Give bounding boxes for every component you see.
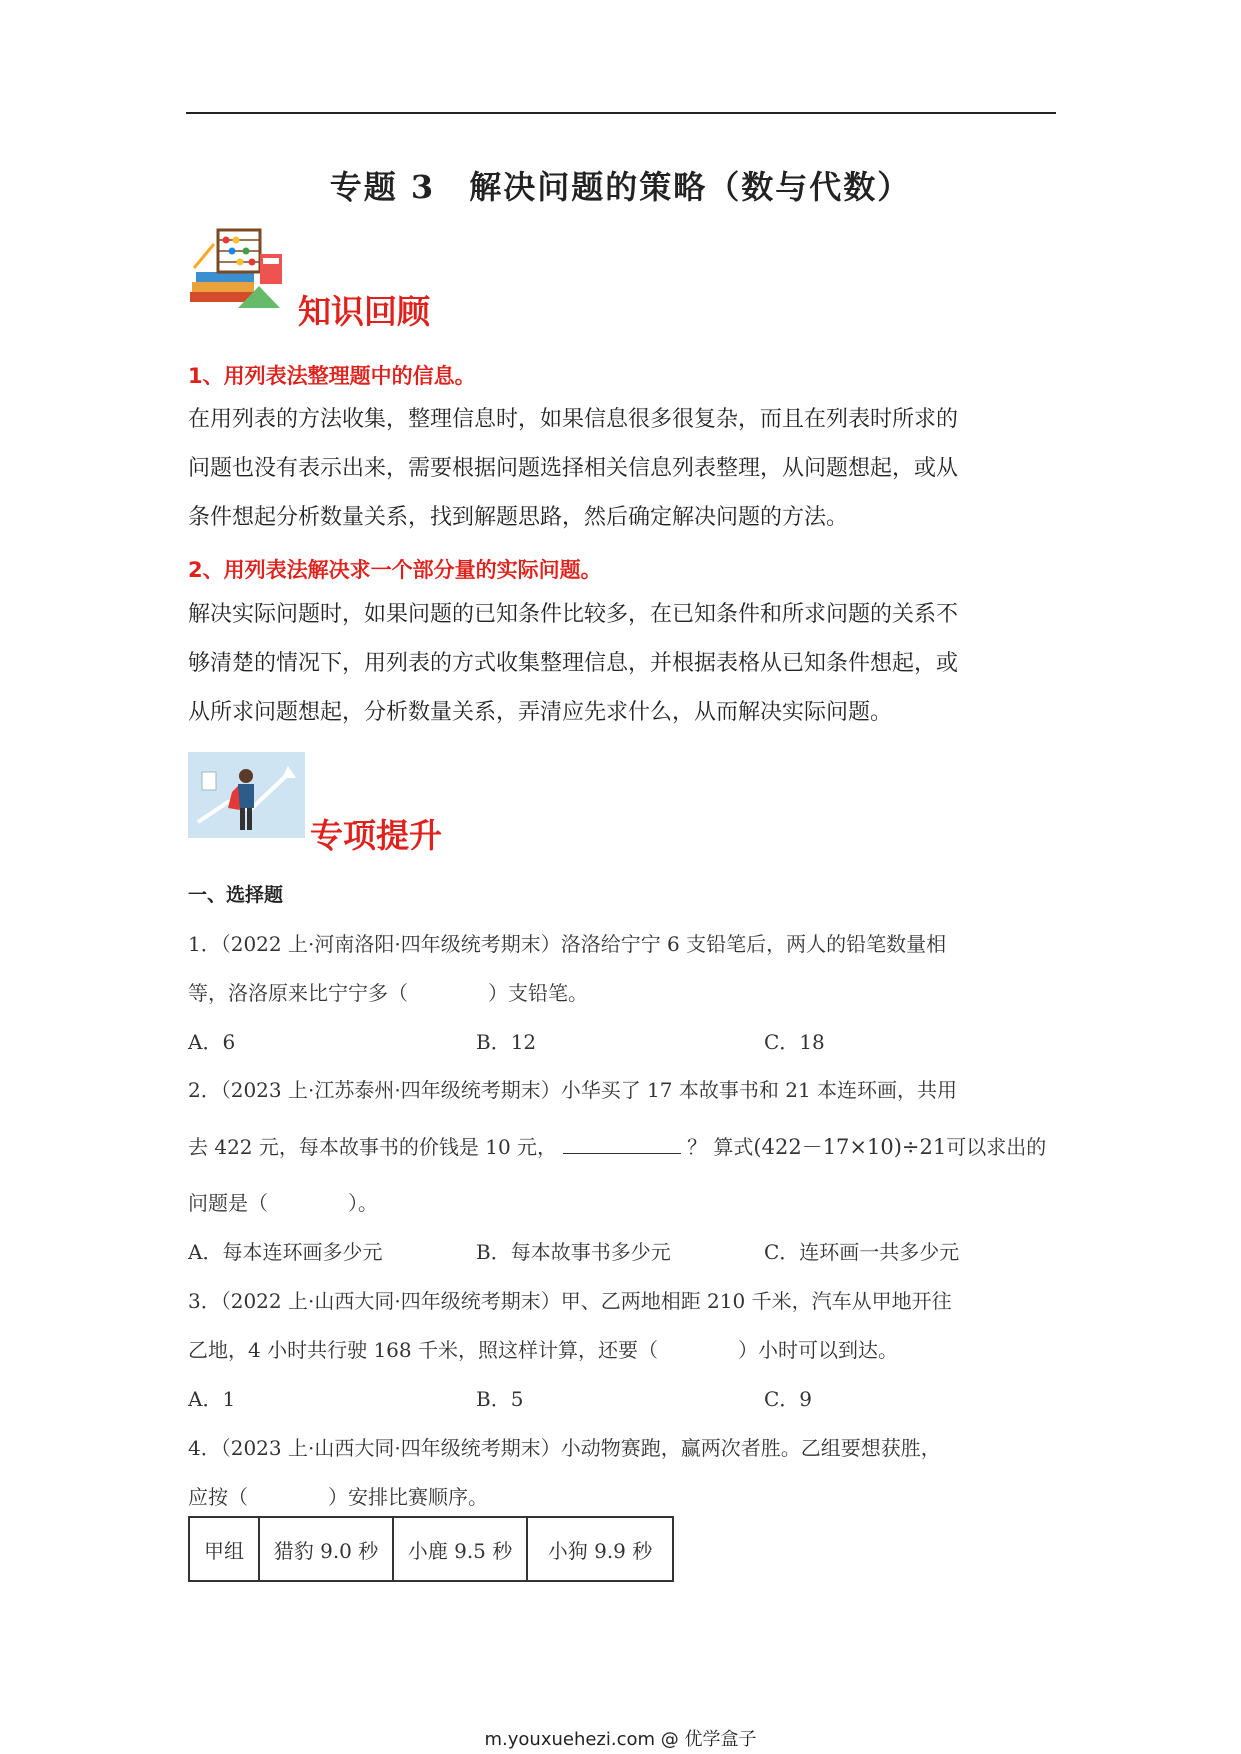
table-row <box>189 1517 673 1581</box>
q2-formula: (422－17×10)÷21 <box>753 1135 947 1159</box>
q4-line2: 应按（ ）安排比赛顺序。 <box>188 1485 488 1509</box>
q2-option-b: B．每本故事书多少元 <box>476 1240 671 1264</box>
header-rule <box>186 112 1056 114</box>
q2-line2-mid: ？ 算式 <box>687 1135 754 1159</box>
q2-answer-blank[interactable] <box>563 1133 681 1154</box>
text-line: 解决实际问题时，如果问题的已知条件比较多，在已知条件和所求问题的关系不 <box>188 602 959 627</box>
q2-option-c: C．连环画一共多少元 <box>764 1240 960 1264</box>
text-line: 在用列表的方法收集，整理信息时，如果信息很多很复杂，而且在列表时所求的 <box>188 407 959 432</box>
race-table <box>188 1516 674 1582</box>
q1-option-b: B．12 <box>476 1030 537 1054</box>
q3-option-c: C．9 <box>764 1387 813 1411</box>
review-point2-title: 2、用列表法解决求一个部分量的实际问题。 <box>188 558 602 582</box>
q2-option-a: A．每本连环画多少元 <box>188 1240 383 1264</box>
section-title-practice: 专项提升 <box>310 816 442 855</box>
review-point1-text <box>188 395 1056 542</box>
q3-line1: 3．（2022 上·山西大同·四年级统考期末）甲、乙两地相距 210 千米，汽车从甲地开往 <box>188 1289 952 1313</box>
footer-watermark: m.youxuehezi.com @ 优学盒子 <box>484 1729 757 1750</box>
text-line: 问题也没有表示出来，需要根据问题选择相关信息列表整理，从问题想起，或从 <box>188 456 959 481</box>
q2-line2-end: 可以求出的 <box>946 1135 1047 1159</box>
q2-line3: 问题是（ ）。 <box>188 1191 378 1215</box>
q2-line2-start: 去 422 元，每本故事书的价钱是 10 元， <box>188 1135 558 1159</box>
text-line: 够清楚的情况下，用列表的方式收集整理信息，并根据表格从已知条件想起，或 <box>188 651 959 676</box>
abacus-books-icon <box>188 224 288 310</box>
q1-line1: 1．（2022 上·河南洛阳·四年级统考期末）洛洛给宁宁 6 支铅笔后，两人的铅笔数量相 <box>188 932 947 956</box>
table-cell: 甲组 <box>189 1517 259 1581</box>
q3-option-b: B．5 <box>476 1387 524 1411</box>
q3-option-a: A．1 <box>188 1387 236 1411</box>
text-line: 从所求问题想起，分析数量关系，弄清应先求什么，从而解决实际问题。 <box>188 700 893 725</box>
q4-line1: 4．（2023 上·山西大同·四年级统考期末）小动物赛跑，赢两次者胜。乙组要想获胜， <box>188 1436 941 1460</box>
q2-line1: 2．（2023 上·江苏泰州·四年级统考期末）小华买了 17 本故事书和 21 本连环画，共用 <box>188 1078 958 1102</box>
table-cell: 小狗 9.9 秒 <box>527 1517 673 1581</box>
growth-chart-person-icon <box>188 752 305 838</box>
q1-option-c: C．18 <box>764 1030 825 1054</box>
page-title: 专题 3 解决问题的策略（数与代数） <box>329 168 912 206</box>
q1-line2: 等，洛洛原来比宁宁多（ ）支铅笔。 <box>188 981 588 1005</box>
review-point2-text <box>188 590 1056 737</box>
table-cell: 小鹿 9.5 秒 <box>393 1517 527 1581</box>
q2-line2 <box>188 1131 1046 1161</box>
q1-option-a: A．6 <box>188 1030 236 1054</box>
table-cell: 猎豹 9.0 秒 <box>259 1517 393 1581</box>
section-title-review: 知识回顾 <box>298 292 430 331</box>
question-type-heading: 一、选择题 <box>188 884 284 906</box>
text-line: 条件想起分析数量关系，找到解题思路，然后确定解决问题的方法。 <box>188 505 849 530</box>
q3-line2: 乙地，4 小时共行驶 168 千米，照这样计算，还要（ ）小时可以到达。 <box>188 1338 898 1362</box>
review-point1-title: 1、用列表法整理题中的信息。 <box>188 364 476 388</box>
